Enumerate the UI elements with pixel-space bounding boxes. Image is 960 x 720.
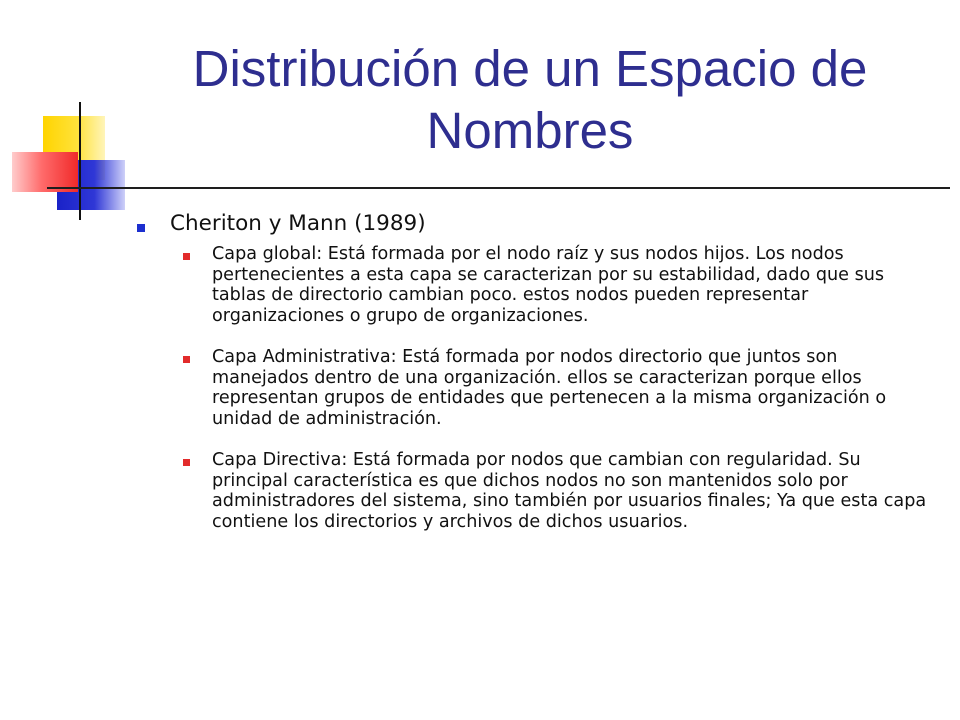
- square-bullet-icon: [137, 224, 145, 232]
- bullet-level1-item: [132, 210, 932, 238]
- bullet-level2-text: Capa global: Está formada por el nodo raíz y sus nodos hijos. Los nodos pertenecientes a esta capa se caracterizan por su estabilidad, dado que sus tablas de directorio cambian poco. estos nodos pueden representar organizaciones o grupo de organizaciones.: [212, 244, 885, 326]
- bullet-level2-item: [170, 347, 932, 429]
- square-bullet-icon: [183, 459, 190, 466]
- vertical-rule: [79, 102, 81, 220]
- square-bullet-icon: [183, 253, 190, 260]
- red-square: [12, 152, 78, 192]
- bullet-level2-text: Capa Directiva: Está formada por nodos que cambian con regularidad. Su principal característica es que dichos nodos no son mantenidos solo por administradores del sistema, sino también por usuarios finales; Ya que esta capa contiene los directorios y archivos de dichos usuarios.: [212, 450, 927, 532]
- slide-title: Distribución de un Espacio de Nombres: [192, 40, 868, 159]
- slide-body: [132, 210, 932, 532]
- bullet-level1-text: Cheriton y Mann (1989): [170, 211, 426, 236]
- title-underline-rule: [47, 187, 950, 189]
- bullet-level2-text: Capa Administrativa: Está formada por nodos directorio que juntos son manejados dentro de una organización. ellos se caracterizan porque ellos representan grupos de entidades que pertenecen a la misma organización o unidad de administración.: [212, 347, 887, 429]
- square-bullet-icon: [183, 356, 190, 363]
- bullet-level2-item: [170, 244, 932, 326]
- bullet-level2-item: [170, 450, 932, 532]
